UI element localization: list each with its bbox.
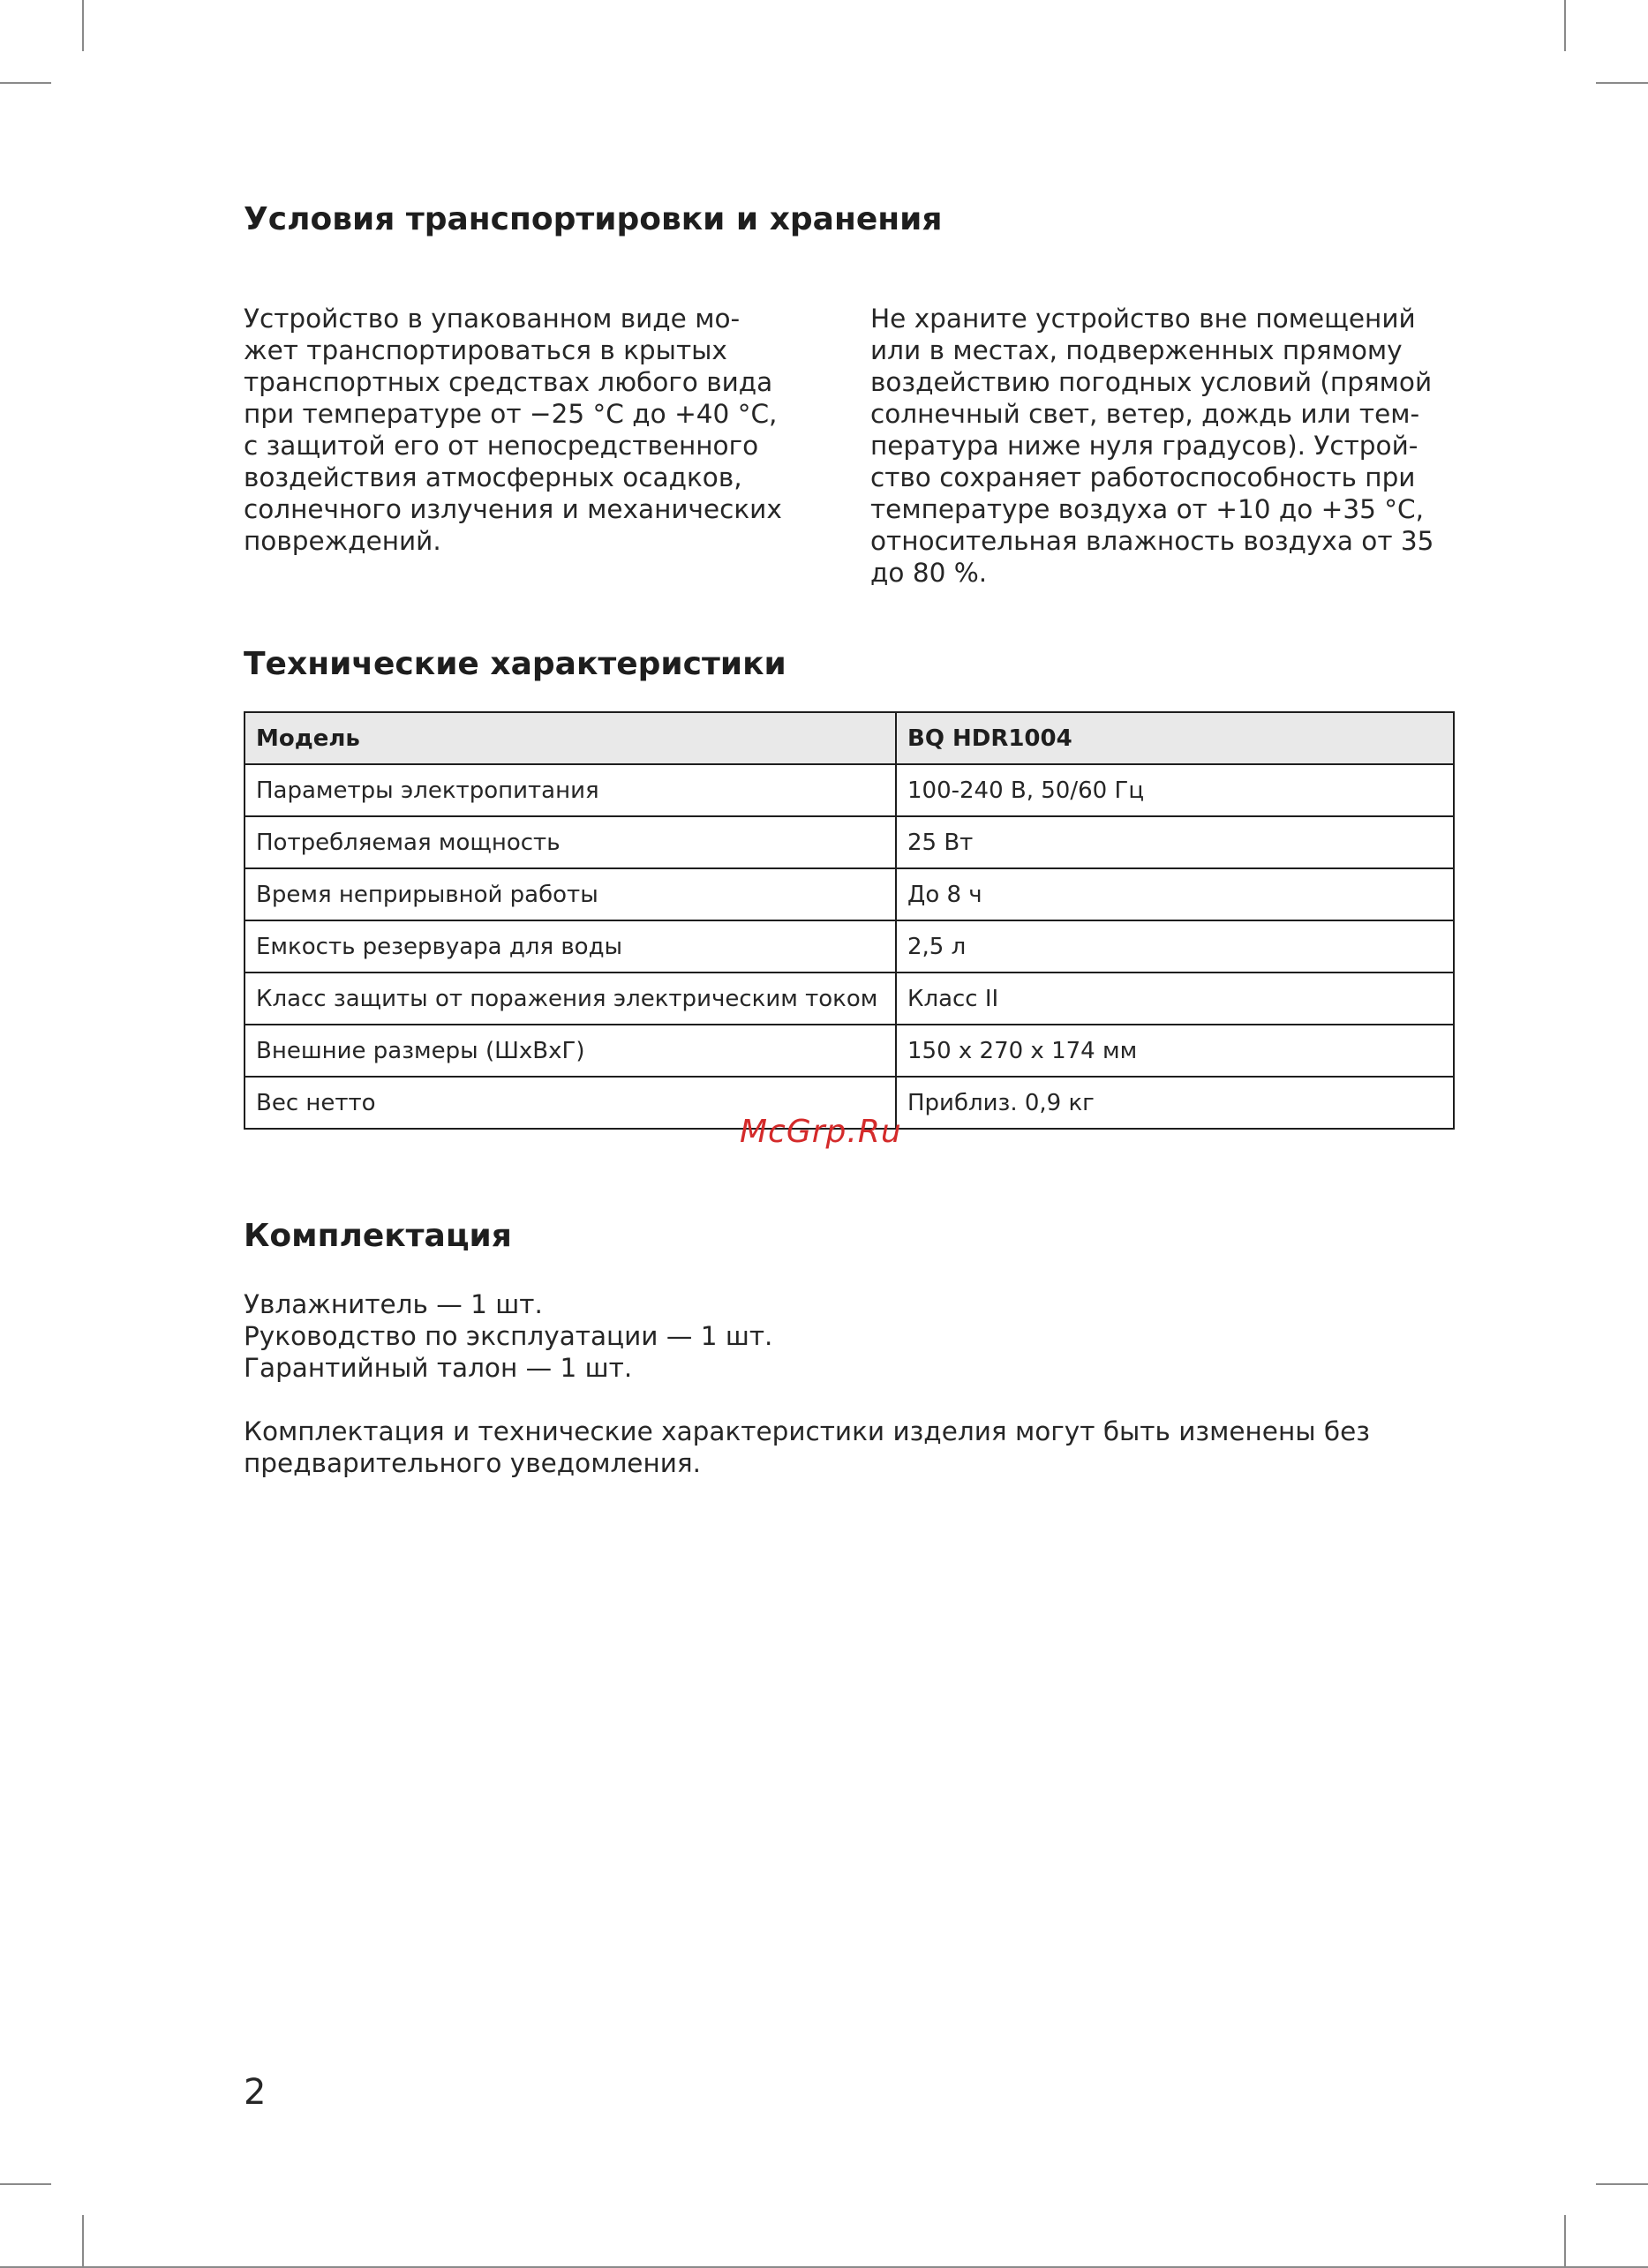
crop-mark <box>1564 0 1566 51</box>
text-line: солнечного излучения и механических <box>244 494 782 524</box>
table-row <box>245 973 1454 1025</box>
kit-list <box>244 1288 772 1384</box>
table-cell-key: Внешние размеры (ШхВхГ) <box>245 1025 896 1077</box>
text-line: жет транспортироваться в крытых <box>244 335 727 365</box>
storage-right-column <box>870 303 1453 589</box>
table-cell-value: Класс II <box>896 973 1454 1025</box>
text-line: воздействию погодных условий (прямой <box>870 367 1433 397</box>
table-header-key: Модель <box>245 712 896 764</box>
table-cell-key: Параметры электропитания <box>245 764 896 816</box>
crop-mark <box>82 0 84 51</box>
text-line: воздействия атмосферных осадков, <box>244 462 742 492</box>
page-number: 2 <box>244 2072 267 2113</box>
transport-paragraph <box>244 303 826 557</box>
table-cell-value: Приблиз. 0,9 кг <box>896 1077 1454 1129</box>
specs-table <box>244 711 1455 1130</box>
crop-mark <box>82 2215 84 2268</box>
text-line: при температуре от −25 °C до +40 °C, <box>244 399 778 429</box>
table-row <box>245 764 1454 816</box>
watermark: McGrp.Ru <box>740 1114 902 1150</box>
text-line: или в местах, подверженных прямому <box>870 335 1403 365</box>
table-cell-key: Время неприрывной работы <box>245 868 896 920</box>
text-line: солнечный свет, ветер, дождь или тем- <box>870 399 1420 429</box>
kit-heading: Комплектация <box>244 1218 512 1254</box>
table-row <box>245 868 1454 920</box>
specs-heading: Технические характеристики <box>244 646 786 682</box>
text-line: пература ниже нуля градусов). Устрой- <box>870 431 1418 461</box>
crop-mark <box>0 2183 51 2185</box>
text-line: Устройство в упакованном виде мо- <box>244 304 741 334</box>
table-cell-key: Вес нетто <box>245 1077 896 1129</box>
table-row <box>245 816 1454 868</box>
crop-mark <box>1596 82 1648 84</box>
table-cell-value: 100-240 В, 50/60 Гц <box>896 764 1454 816</box>
list-item: Увлажнитель — 1 шт. <box>244 1289 543 1319</box>
text-line: с защитой его от непосредственного <box>244 431 759 461</box>
table-cell-key: Потребляемая мощность <box>245 816 896 868</box>
table-cell-key: Емкость резервуара для воды <box>245 920 896 973</box>
text-line: повреждений. <box>244 526 441 556</box>
text-line: относительная влажность воздуха от 35 <box>870 526 1434 556</box>
text-line: Комплектация и технические характеристики изделия могут быть изменены без <box>244 1416 1370 1446</box>
table-header-value: BQ HDR1004 <box>896 712 1454 764</box>
table-header-row <box>245 712 1454 764</box>
storage-paragraph <box>870 303 1453 589</box>
crop-mark <box>1596 2183 1648 2185</box>
text-line: транспортных средствах любого вида <box>244 367 773 397</box>
table-row <box>245 1025 1454 1077</box>
crop-mark <box>0 82 51 84</box>
change-notice <box>244 1416 1370 1479</box>
text-line: до 80 %. <box>870 558 988 588</box>
text-line: ство сохраняет работоспособность при <box>870 462 1416 492</box>
text-line: предварительного уведомления. <box>244 1448 702 1478</box>
table-cell-value: До 8 ч <box>896 868 1454 920</box>
transport-left-column <box>244 303 826 557</box>
table-cell-value: 150 x 270 x 174 мм <box>896 1025 1454 1077</box>
text-line: Не храните устройство вне помещений <box>870 304 1416 334</box>
crop-mark <box>1564 2215 1566 2268</box>
table-cell-value: 2,5 л <box>896 920 1454 973</box>
table-cell-value: 25 Вт <box>896 816 1454 868</box>
list-item: Руководство по эксплуатации — 1 шт. <box>244 1321 773 1351</box>
table-row <box>245 920 1454 973</box>
transport-storage-heading: Условия транспортировки и хранения <box>244 201 943 237</box>
table-cell-key: Класс защиты от поражения электрическим током <box>245 973 896 1025</box>
text-line: температуре воздуха от +10 до +35 °C, <box>870 494 1425 524</box>
list-item: Гарантийный талон — 1 шт. <box>244 1353 633 1383</box>
